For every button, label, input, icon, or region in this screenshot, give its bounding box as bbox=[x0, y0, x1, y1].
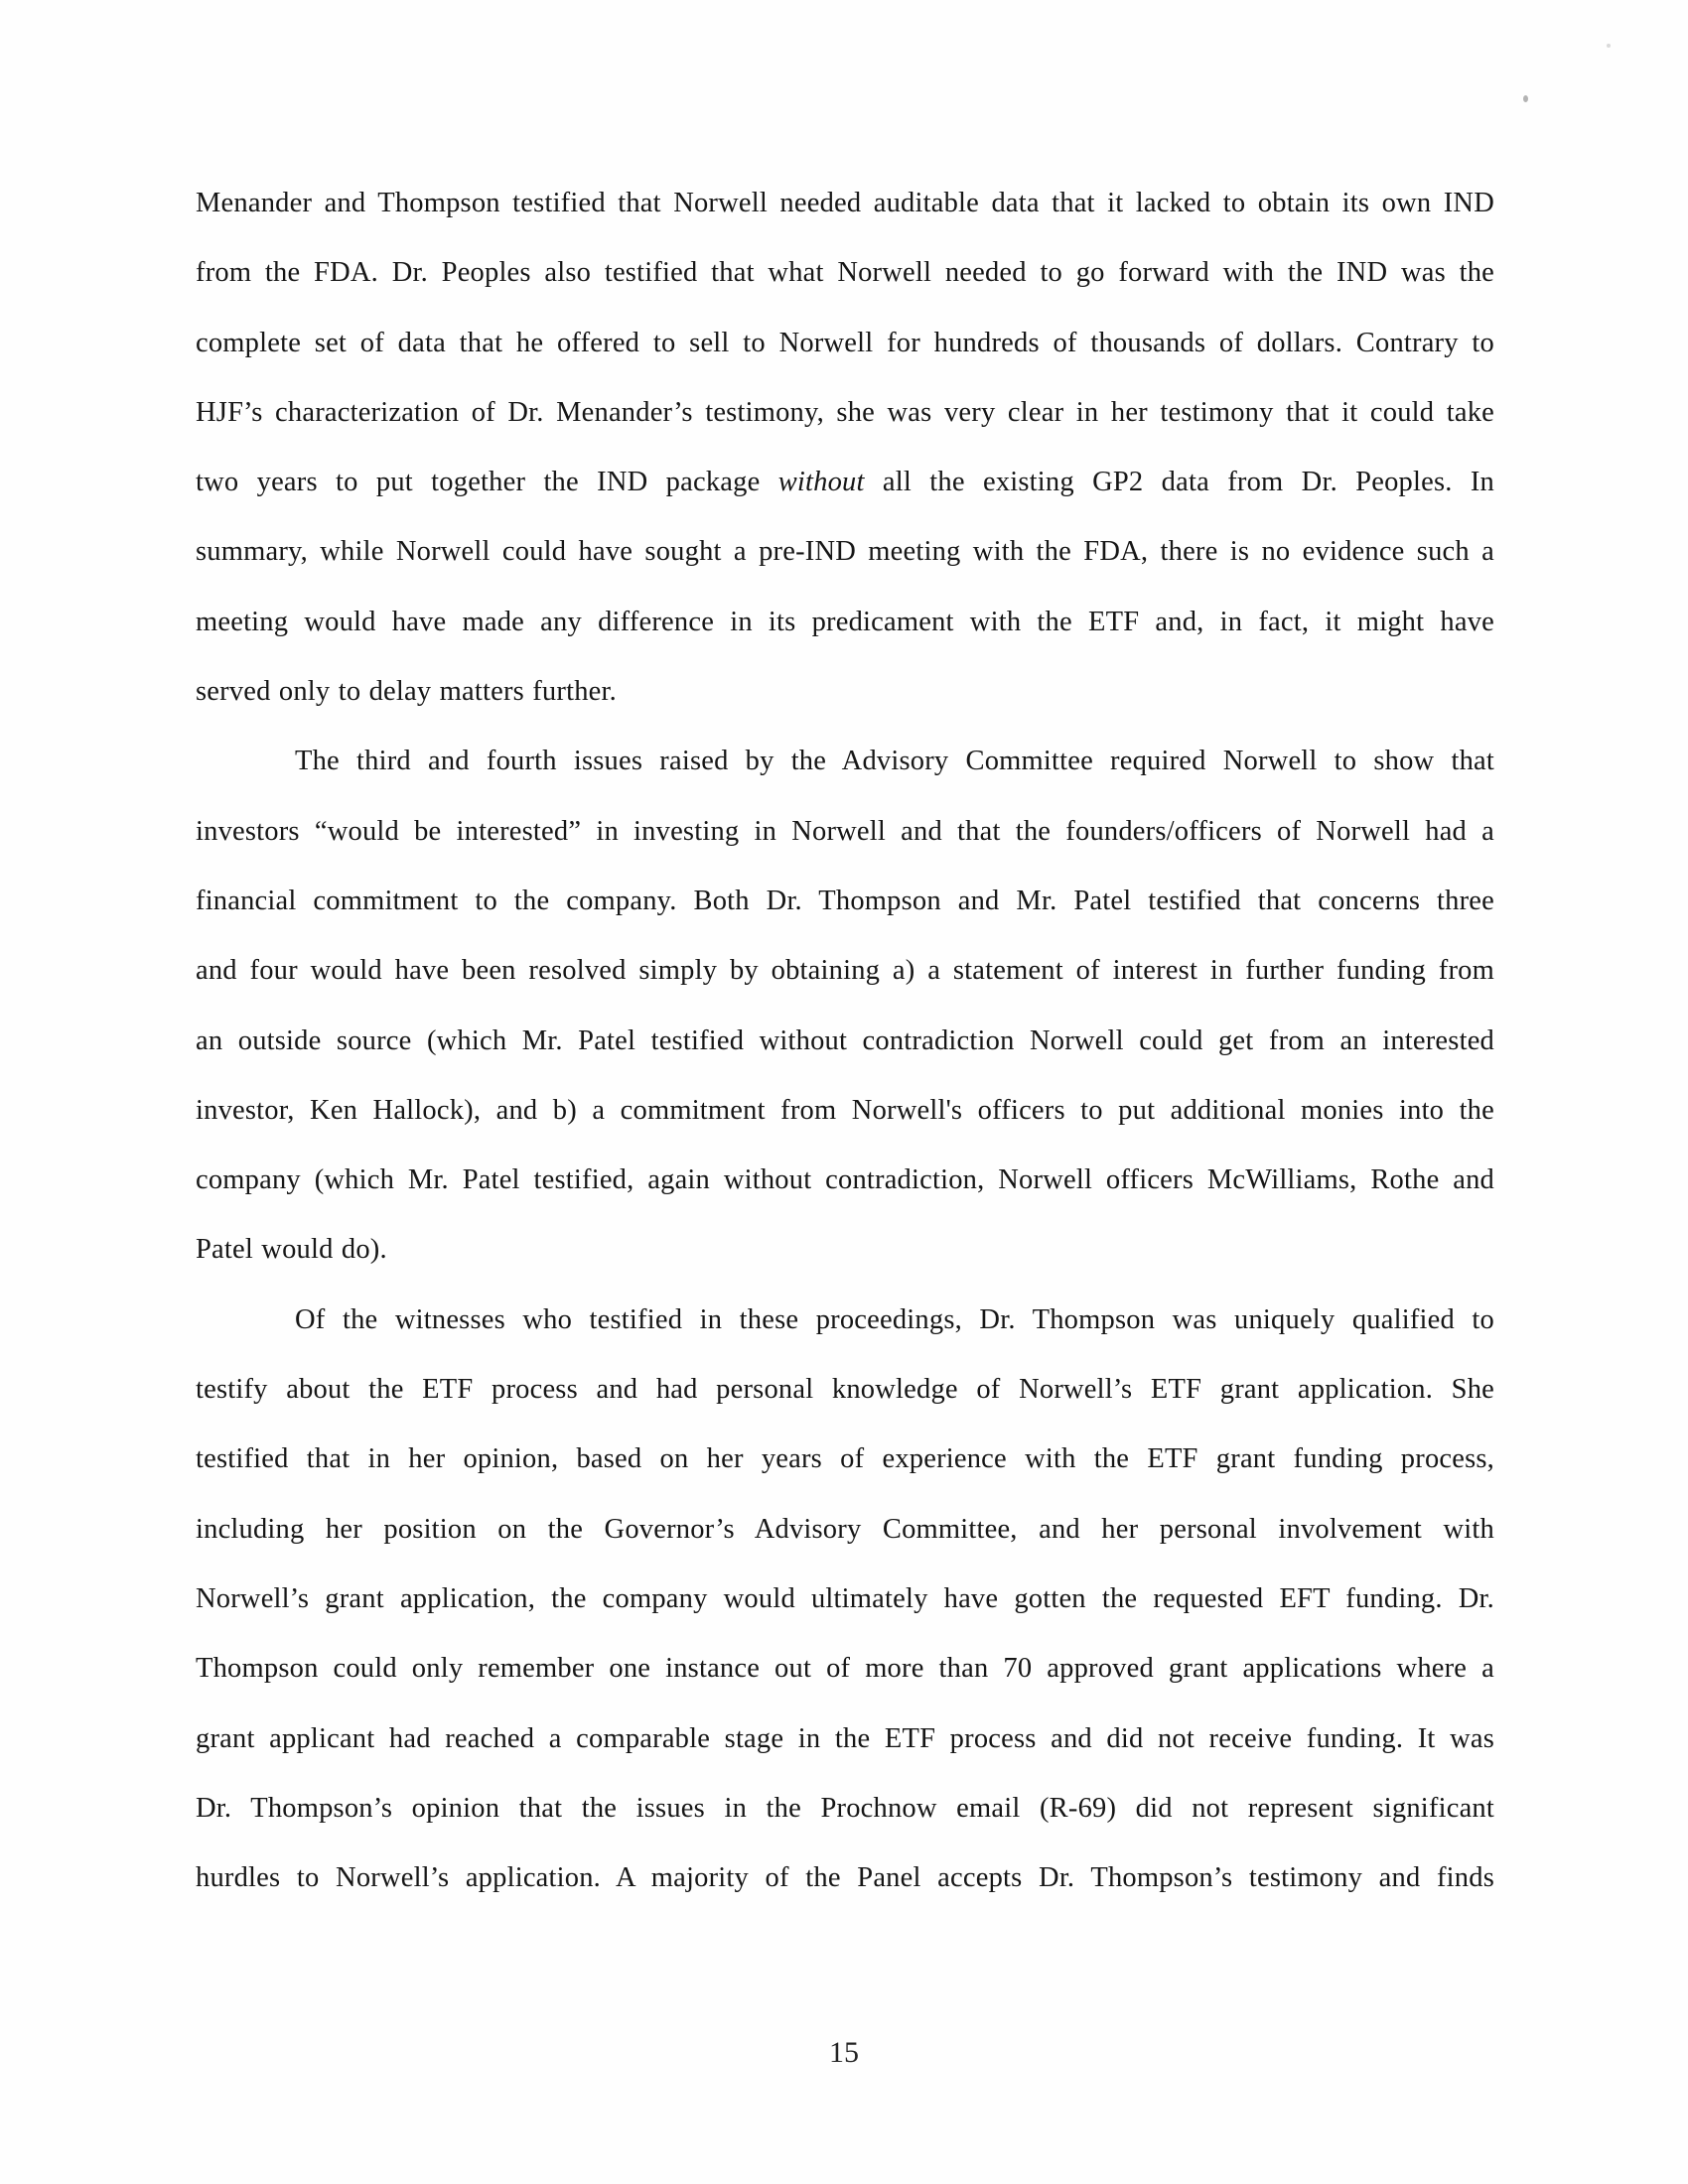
page-number: 15 bbox=[829, 2036, 859, 2069]
text-line bbox=[196, 657, 1494, 727]
text-line bbox=[196, 588, 1494, 657]
text-run: Thompson could only remember one instance out of more than 70 approved grant applications where a bbox=[196, 1653, 1494, 1685]
text-line bbox=[196, 169, 1494, 238]
text-line bbox=[196, 1565, 1494, 1634]
text-run: Patel would do). bbox=[196, 1234, 387, 1266]
text-line bbox=[196, 1495, 1494, 1565]
text-run: two years to put together the IND package bbox=[196, 467, 778, 498]
text-run: HJF’s characterization of Dr. Menander’s testimony, she was very clear in her testimony that it could take bbox=[196, 396, 1494, 428]
text-line bbox=[196, 1634, 1494, 1704]
text-run: company (which Mr. Patel testified, again without contradiction, Norwell officers McWilliams, Rothe and bbox=[196, 1164, 1494, 1196]
text-line bbox=[196, 1843, 1494, 1913]
text-line bbox=[196, 1215, 1494, 1285]
text-line bbox=[196, 1425, 1494, 1494]
paragraph bbox=[196, 169, 1494, 727]
text-run: hurdles to Norwell’s application. A majority of the Panel accepts Dr. Thompson’s testimony and finds bbox=[196, 1862, 1494, 1894]
text-line bbox=[196, 309, 1494, 378]
text-line bbox=[196, 867, 1494, 936]
text-run: Dr. Thompson’s opinion that the issues in the Prochnow email (R-69) did not represent significant bbox=[196, 1792, 1494, 1824]
scan-speck bbox=[1607, 44, 1611, 48]
text-run: Norwell’s grant application, the company would ultimately have gotten the requested EFT funding. Dr. bbox=[196, 1582, 1494, 1614]
text-line bbox=[196, 1076, 1494, 1146]
text-run: from the FDA. Dr. Peoples also testified that what Norwell needed to go forward with the IND was the bbox=[196, 257, 1494, 289]
text-run: financial commitment to the company. Both Dr. Thompson and Mr. Patel testified that concerns three bbox=[196, 885, 1494, 916]
text-run: meeting would have made any difference in its predicament with the ETF and, in fact, it might have bbox=[196, 606, 1494, 637]
text-run: investor, Ken Hallock), and b) a commitment from Norwell's officers to put additional monies into the bbox=[196, 1094, 1494, 1126]
text-line bbox=[196, 1286, 1494, 1355]
text-run: grant applicant had reached a comparable stage in the ETF process and did not receive funding. It was bbox=[196, 1722, 1494, 1754]
paragraph bbox=[196, 1286, 1494, 1914]
text-run: all the existing GP2 data from Dr. Peoples. In bbox=[864, 467, 1494, 498]
text-line bbox=[196, 797, 1494, 867]
text-line bbox=[196, 1146, 1494, 1215]
text-line bbox=[196, 1355, 1494, 1425]
text-line bbox=[196, 1774, 1494, 1843]
paragraph bbox=[196, 727, 1494, 1285]
italic-text: without bbox=[777, 467, 865, 498]
text-line bbox=[196, 1705, 1494, 1774]
text-run: Of the witnesses who testified in these proceedings, Dr. Thompson was uniquely qualified to bbox=[295, 1303, 1494, 1335]
text-line bbox=[196, 448, 1494, 517]
text-run: including her position on the Governor’s Advisory Committee, and her personal involvement with bbox=[196, 1513, 1494, 1545]
text-line bbox=[196, 378, 1494, 448]
text-run: complete set of data that he offered to sell to Norwell for hundreds of thousands of dollars. Contrary to bbox=[196, 327, 1494, 358]
document-body bbox=[196, 169, 1494, 1913]
text-run: an outside source (which Mr. Patel testified without contradiction Norwell could get from an interested bbox=[196, 1024, 1494, 1056]
text-line bbox=[196, 1007, 1494, 1076]
text-run: Menander and Thompson testified that Norwell needed auditable data that it lacked to obtain its own IND bbox=[196, 188, 1494, 218]
text-run: The third and fourth issues raised by the Advisory Committee required Norwell to show that bbox=[295, 746, 1494, 777]
text-run: testify about the ETF process and had personal knowledge of Norwell’s ETF grant application. She bbox=[196, 1374, 1494, 1406]
text-line bbox=[196, 238, 1494, 308]
text-run: summary, while Norwell could have sought a pre-IND meeting with the FDA, there is no evidence such a bbox=[196, 536, 1494, 568]
text-line bbox=[196, 517, 1494, 587]
text-run: testified that in her opinion, based on her years of experience with the ETF grant funding process, bbox=[196, 1443, 1494, 1475]
text-run: and four would have been resolved simply by obtaining a) a statement of interest in further funding from bbox=[196, 955, 1494, 987]
scan-speck bbox=[1523, 95, 1528, 102]
text-run: investors “would be interested” in investing in Norwell and that the founders/officers of Norwell had a bbox=[196, 815, 1494, 847]
text-run: served only to delay matters further. bbox=[196, 676, 617, 708]
text-line bbox=[196, 727, 1494, 796]
text-line bbox=[196, 936, 1494, 1006]
